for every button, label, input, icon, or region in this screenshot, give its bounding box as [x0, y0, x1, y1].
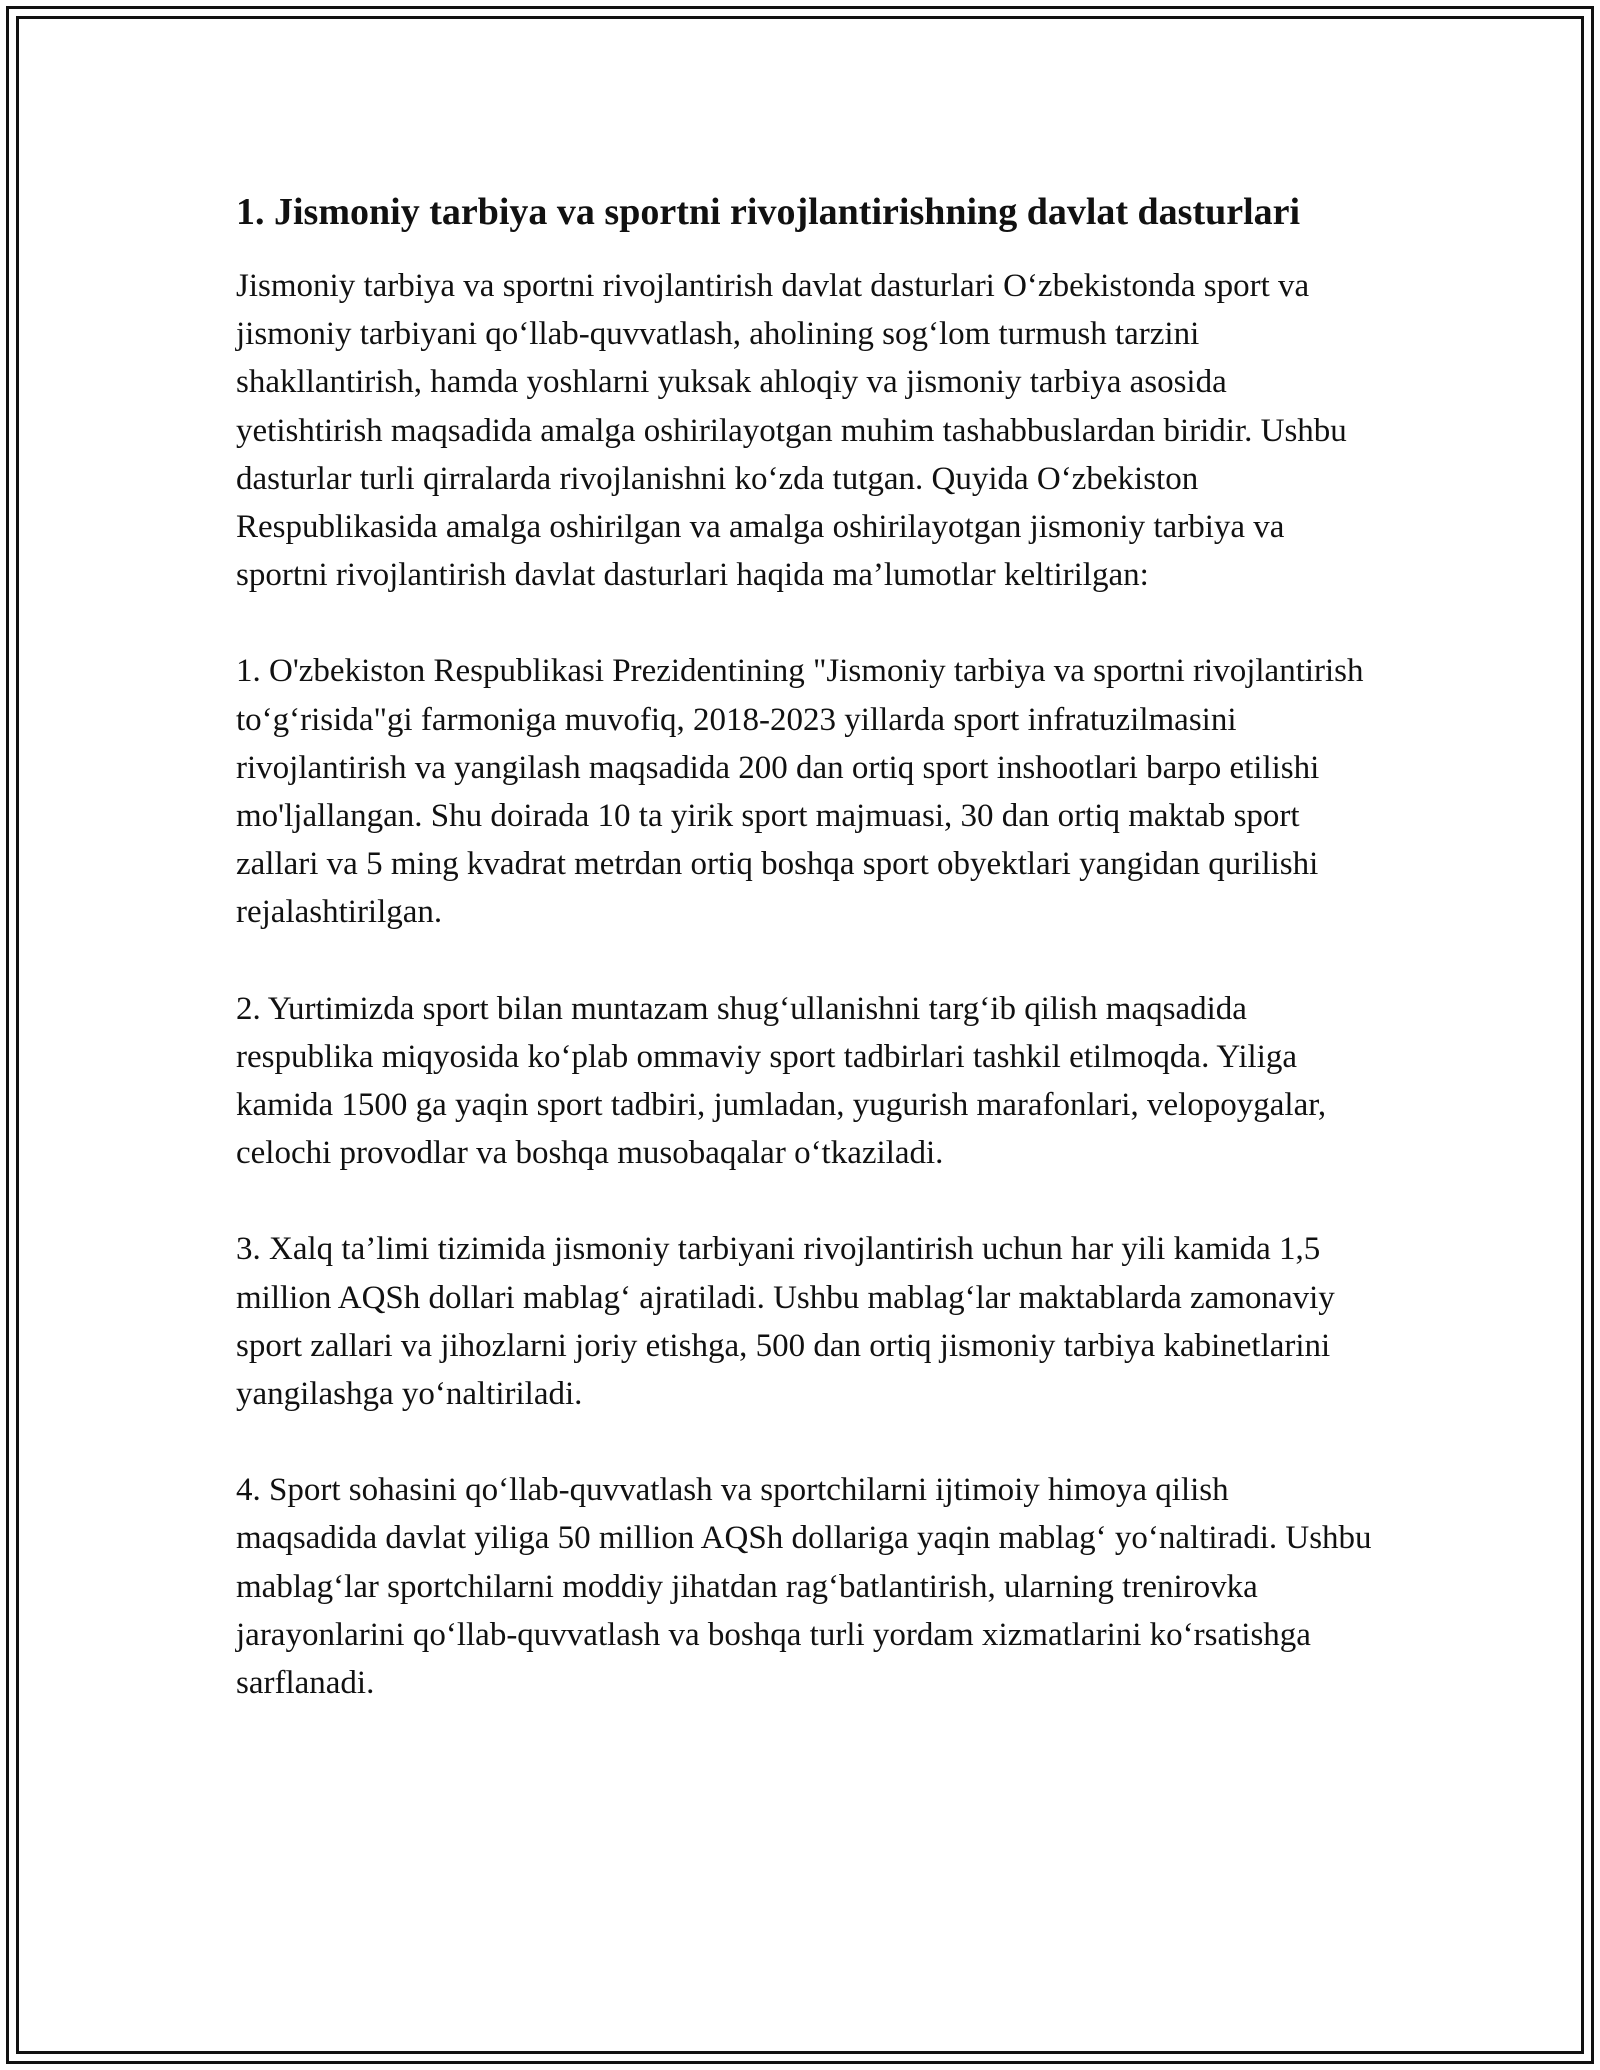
section-heading: 1. Jismoniy tarbiya va sportni rivojlantirishning davlat dasturlari — [236, 191, 1301, 233]
point-4-paragraph: 4. Sport sohasini qo‘llab-quvvatlash va sportchilarni ijtimoiy himoya qilish maqsadida davlat yiliga 50 million AQSh dollariga yaqin mablag‘ yo‘naltiradi. Ushbu mablag‘lar sportchilarni moddiy jihatdan rag‘batlantirish, ularning trenirovka jarayonlarini qo‘llab-quvvatlash va boshqa turli yordam xizmatlarini ko‘rsatishga sarflanadi. — [236, 1472, 1372, 1702]
document-body — [236, 184, 1376, 1755]
point-1-paragraph: 1. O'zbekiston Respublikasi Prezidentining "Jismoniy tarbiya va sportni rivojlantirish to‘g‘risida"gi farmoniga muvofiq, 2018-2023 yillarda sport infratuzilmasini rivojlantirish va yangilash maqsadida 200 dan ortiq sport inshootlari barpo etilishi mo'ljallangan. Shu doirada 10 ta yirik sport majmuasi, 30 dan ortiq maktab sport zallari va 5 ming kvadrat metrdan ortiq boshqa sport obyektlari yangidan qurilishi rejalashtirilgan. — [236, 653, 1364, 931]
point-3-paragraph: 3. Xalq ta’limi tizimida jismoniy tarbiyani rivojlantirish uchun har yili kamida 1,5 million AQSh dollari mablag‘ ajratiladi. Ushbu mablag‘lar maktablarda zamonaviy sport zallari va jihozlarni joriy etishga, 500 dan ortiq jismoniy tarbiya kabinetlarini yangilashga yo‘naltiriladi. — [236, 1231, 1335, 1413]
intro-paragraph: Jismoniy tarbiya va sportni rivojlantirish davlat dasturlari O‘zbekistonda sport va jismoniy tarbiyani qo‘llab-quvvatlash, aholining sog‘lom turmush tarzini shakllantirish, hamda yoshlarni yuksak ahloqiy va jismoniy tarbiya asosida yetishtirish maqsadida amalga oshirilayotgan muhim tashabbuslardan biridir. Ushbu dasturlar turli qirralarda rivojlanishni ko‘zda tutgan. Quyida O‘zbekiston Respublikasida amalga oshirilgan va amalga oshirilayotgan jismoniy tarbiya va sportni rivojlantirish davlat dasturlari haqida ma’lumotlar keltirilgan: — [236, 268, 1347, 594]
point-2-paragraph: 2. Yurtimizda sport bilan muntazam shug‘ullanishni targ‘ib qilish maqsadida respublika miqyosida ko‘plab ommaviy sport tadbirlari tashkil etilmoqda. Yiliga kamida 1500 ga yaqin sport tadbiri, jumladan, yugurish marafonlari, velopoygalar, celochi provodlar va boshqa musobaqalar o‘tkaziladi. — [236, 990, 1327, 1172]
